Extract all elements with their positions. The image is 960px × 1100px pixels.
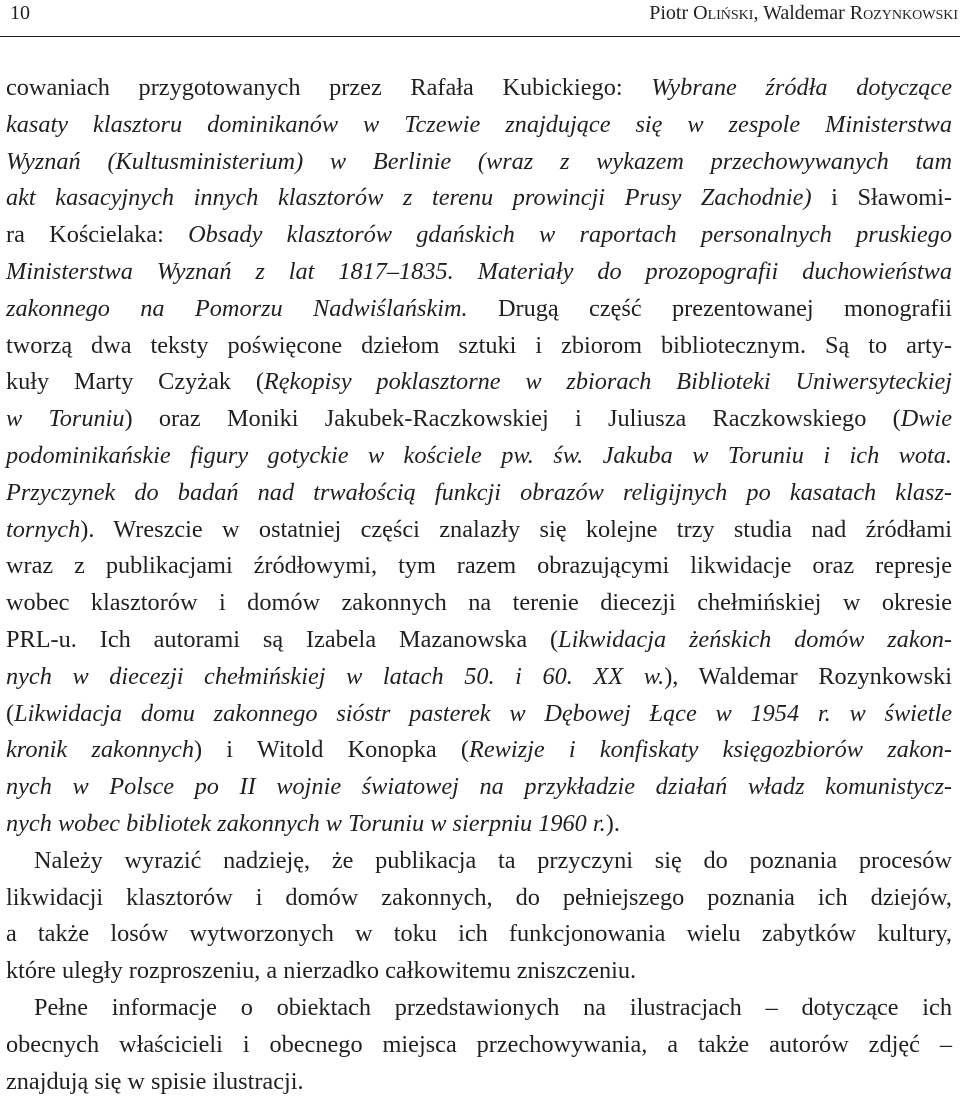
author1-first-name: Piotr [649, 2, 694, 24]
text-line: kronik zakonnych) i Witold Konopka (Rewizje i konfiskaty księgozbiorów zakon- [6, 736, 952, 764]
text-line-paragraph-end: nych wobec bibliotek zakonnych w Toruniu w sierpniu 1960 r.). [6, 809, 620, 837]
text-line: obecnych właścicieli i obecnego miejsca przechowywania, a także autorów zdjęć – [6, 1030, 952, 1058]
text-line: wobec klasztorów i domów zakonnych na terenie diecezji chełmińskiej w okresie [6, 589, 952, 617]
text-line: nych w diecezji chełmińskiej w latach 50. i 60. XX w.), Waldemar Rozynkowski [6, 662, 952, 690]
text-line-paragraph-start: Pełne informacje o obiektach przedstawionych na ilustracjach – dotyczące ich [34, 993, 952, 1021]
italic-title-run: nych wobec bibliotek zakonnych w Toruniu w sierpniu 1960 r. [6, 809, 606, 837]
author1-surname: Oliński [693, 2, 754, 24]
text-line [6, 144, 952, 181]
author2-surname: Rozynkowski [849, 2, 958, 24]
text-line [6, 438, 952, 475]
body-text [6, 70, 952, 1100]
italic-title-run: Likwidacja domu zakonnego sióstr pasterek w Dębowej Łące w 1954 r. w świetle [14, 699, 952, 727]
italic-title-run: zakonnego na Pomorzu Nadwiślańskim. [6, 294, 468, 322]
text-line: ra Kościelaka: Obsady klasztorów gdańskich w raportach personalnych pruskiego [6, 221, 952, 249]
text-line [6, 254, 952, 291]
text-line: likwidacji klasztorów i domów zakonnych, do pełniejszego poznania ich dziejów, [6, 883, 952, 911]
italic-title-run: nych w diecezji chełmińskiej w latach 50. i 60. XX w. [6, 662, 665, 690]
italic-title-run: Wybrane źródła dotyczące [651, 74, 952, 101]
text-line: kuły Marty Czyżak (Rękopisy poklasztorne w zbiorach Biblioteki Uniwersyteckiej [6, 368, 953, 396]
text-line [6, 475, 952, 512]
text-line-paragraph-end: znajdują się w spisie ilustracji. [6, 1067, 304, 1095]
text-line: a także losów wytworzonych w toku ich funkcjonowania wielu zabytków kultury, [6, 920, 952, 948]
italic-title-run: Dwie [900, 405, 952, 433]
author2-first-name: Waldemar [763, 2, 850, 24]
text-line: w Toruniu) oraz Moniki Jakubek-Raczkowskiej i Juliusza Raczkowskiego (Dwie [6, 405, 952, 433]
text-line: tworzą dwa teksty poświęcone dziełom sztuki i zbiorom bibliotecznym. Są to arty- [6, 331, 952, 359]
italic-title-run: w Toruniu [6, 405, 125, 433]
italic-title-run: kronik zakonnych [6, 736, 194, 764]
running-head-authors [649, 2, 958, 25]
text-line: tornych). Wreszcie w ostatniej części znalazły się kolejne trzy studia nad źródłami [6, 515, 952, 543]
running-header [0, 0, 960, 37]
text-line-paragraph-end: które uległy rozproszeniu, a nierzadko całkowitemu zniszczeniu. [6, 957, 637, 985]
text-line [6, 769, 952, 806]
italic-title-run: tornych [6, 515, 81, 543]
text-line: zakonnego na Pomorzu Nadwiślańskim. Drugą część prezentowanej monografii [6, 294, 952, 322]
italic-title-run: Przyczynek do badań nad trwałością funkcji obrazów religijnych po kasatach klasz- [6, 478, 952, 506]
text-line: PRL-u. Ich autorami są Izabela Mazanowska (Likwidacja żeńskich domów zakon- [6, 625, 953, 653]
text-line: akt kasacyjnych innych klasztorów z terenu prowincji Prusy Zachodnie) i Sławomi- [6, 184, 952, 212]
text-line-paragraph-start: Należy wyrazić nadzieję, że publikacja ta przyczyni się do poznania procesów [34, 846, 952, 874]
italic-title-run: nych w Polsce po II wojnie światowej na przykładzie działań władz komunistycz- [6, 773, 952, 801]
italic-title-run: Wyznań (Kultusministerium) w Berlinie (wraz z wykazem przechowywanych tam [6, 147, 952, 175]
text-line: (Likwidacja domu zakonnego sióstr pasterek w Dębowej Łące w 1954 r. w świetle [6, 699, 952, 727]
text-line: wraz z publikacjami źródłowymi, tym razem obrazującymi likwidacje oraz represje [6, 552, 952, 580]
text-line: cowaniach przygotowanych przez Rafała Kubickiego: Wybrane źródła dotyczące [6, 74, 952, 101]
italic-title-run: Rękopisy poklasztorne w zbiorach Biblioteki Uniwersyteckiej [263, 368, 953, 396]
text-line [6, 107, 952, 144]
italic-title-run: Rewizje i konfiskaty księgozbiorów zakon- [469, 736, 952, 764]
italic-title-run: akt kasacyjnych innych klasztorów z terenu prowincji Prusy Zachodnie) [6, 184, 812, 212]
author-separator: , [753, 2, 764, 24]
page-number: 10 [10, 2, 30, 24]
italic-title-run: Likwidacja żeńskich domów zakon- [558, 625, 953, 653]
italic-title-run: Ministerstwa Wyznań z lat 1817–1835. Materiały do prozopografii duchowieństwa [6, 257, 952, 285]
italic-title-run: podominikańskie figury gotyckie w kościele pw. św. Jakuba w Toruniu i ich wota. [6, 441, 952, 469]
italic-title-run: Obsady klasztorów gdańskich w raportach personalnych pruskiego [188, 221, 952, 249]
italic-title-run: kasaty klasztoru dominikanów w Tczewie znajdujące się w zespole Ministerstwa [6, 110, 952, 138]
